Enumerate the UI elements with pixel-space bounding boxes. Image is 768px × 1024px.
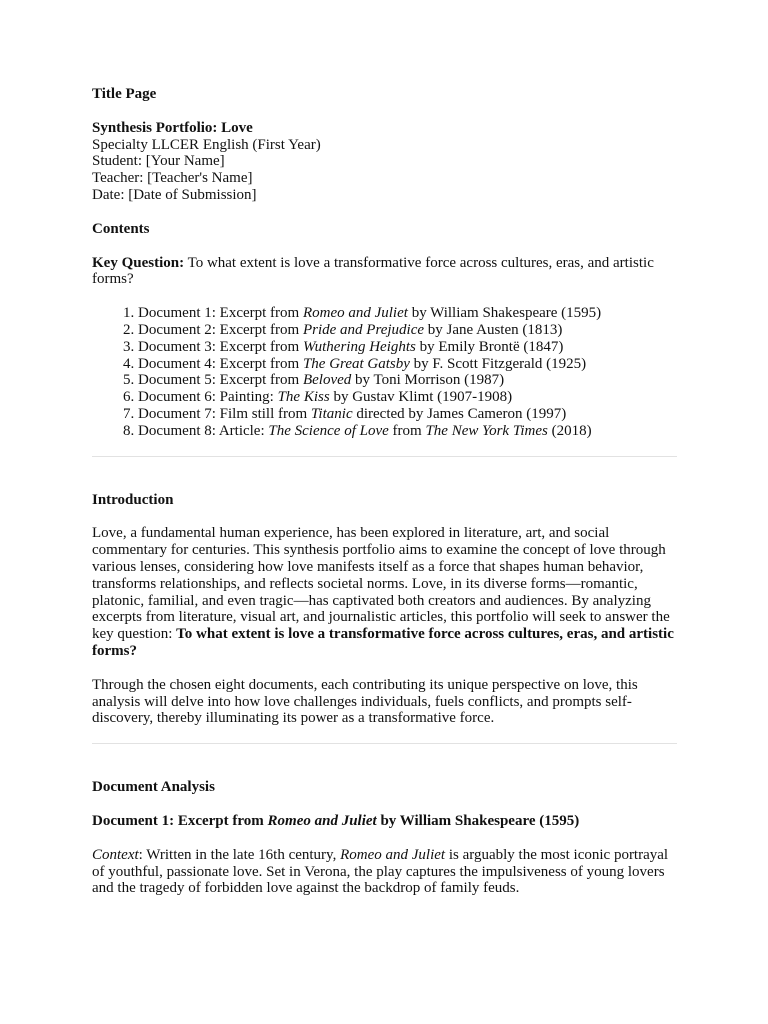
document-1-heading: Document 1: Excerpt from Romeo and Juliet by William Shakespeare (1595) xyxy=(92,812,580,829)
contents-section xyxy=(92,221,677,440)
contents-heading: Contents xyxy=(92,220,150,237)
introduction-paragraph-2: Through the chosen eight documents, each contributing its unique perspective on love, this analysis will delve into how love challenges individuals, fuels conflicts, and prompts self-discovery, thereby illuminating its power as a transformative force. xyxy=(92,676,638,727)
key-question xyxy=(92,255,677,289)
date-line: Date: [Date of Submission] xyxy=(92,186,257,203)
introduction-heading: Introduction xyxy=(92,491,174,508)
key-question-label: Key Question: xyxy=(92,254,185,271)
list-item: 4. Document 4: Excerpt from The Great Gatsby by F. Scott Fitzgerald (1925) xyxy=(138,356,677,373)
portfolio-title: Synthesis Portfolio: Love xyxy=(92,119,253,136)
key-question-text: To what extent is love a transformative force across cultures, eras, and artistic forms? xyxy=(92,254,654,288)
list-item: 8. Document 8: Article: The Science of Love from The New York Times (2018) xyxy=(138,423,677,440)
section-divider xyxy=(92,456,677,457)
section-divider xyxy=(92,743,677,744)
list-item: 6. Document 6: Painting: The Kiss by Gustav Klimt (1907-1908) xyxy=(138,389,677,406)
document-analysis-section xyxy=(92,779,677,897)
context-label: Context xyxy=(92,846,139,863)
introduction-paragraph-1: Love, a fundamental human experience, has been explored in literature, art, and social commentary for centuries. This synthesis portfolio aims to examine the concept of love through various lenses, considering how love manifests itself as a force that shapes human behavior, transforms relationships, and reflects societal norms. Love, in its diverse forms—romantic, platonic, familial, and even tragic—has captivated both creators and audiences. By analyzing excerpts from literature, visual art, and journalistic articles, this portfolio will seek to answer the key question: To what extent is love a transformative force across cultures, eras, and artistic forms? xyxy=(92,525,674,659)
document-analysis-heading: Document Analysis xyxy=(92,779,215,796)
key-question-emphasis: To what extent is love a transformative force across cultures, eras, and artistic forms? xyxy=(92,626,674,659)
list-item: 5. Document 5: Excerpt from Beloved by Toni Morrison (1987) xyxy=(138,372,677,389)
list-item: 7. Document 7: Film still from Titanic directed by James Cameron (1997) xyxy=(138,406,677,423)
document-1-context: Context: Written in the late 16th century, Romeo and Juliet is arguably the most iconic portrayal of youthful, passionate love. Set in Verona, the play captures the impulsiveness of young lovers and the tragedy of forbidden love against the backdrop of family feuds. xyxy=(92,846,669,897)
list-item: 2. Document 2: Excerpt from Pride and Prejudice by Jane Austen (1813) xyxy=(138,322,677,339)
title-page-section xyxy=(92,86,677,204)
teacher-line: Teacher: [Teacher's Name] xyxy=(92,170,253,187)
introduction-section xyxy=(92,492,677,728)
list-item: 1. Document 1: Excerpt from Romeo and Juliet by William Shakespeare (1595) xyxy=(138,305,677,322)
title-page-heading: Title Page xyxy=(92,86,157,102)
document-list xyxy=(92,305,677,439)
course-line: Specialty LLCER English (First Year) xyxy=(92,136,321,153)
student-line: Student: [Your Name] xyxy=(92,153,225,170)
list-item: 3. Document 3: Excerpt from Wuthering Heights by Emily Brontë (1847) xyxy=(138,339,677,356)
document-body xyxy=(92,86,677,897)
